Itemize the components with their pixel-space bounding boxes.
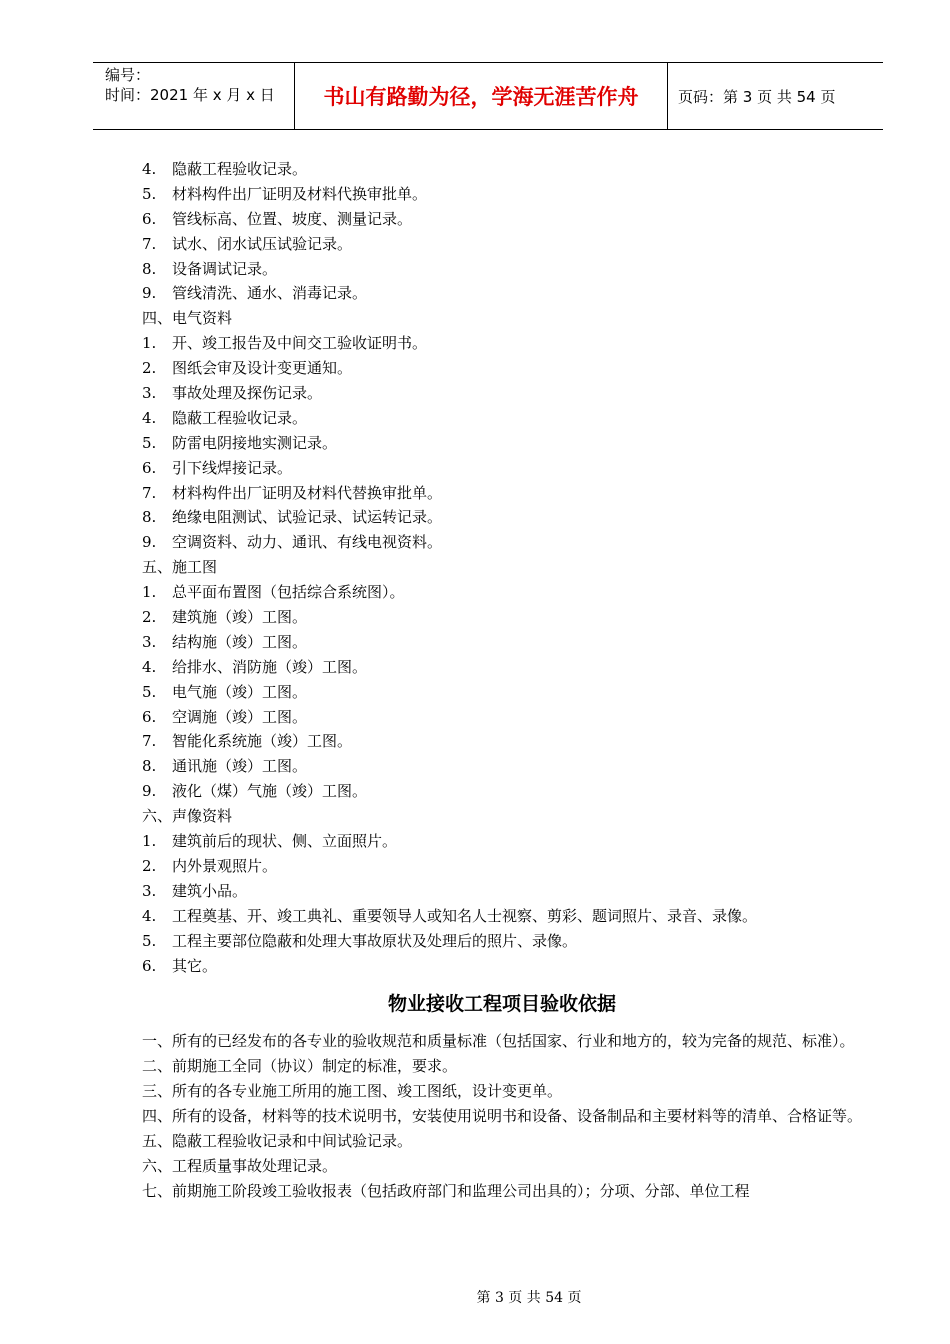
list-item-number: 6. — [142, 956, 157, 975]
list-item-number: 9. — [142, 533, 157, 552]
list-item — [142, 580, 842, 605]
list-item-number: 5. — [142, 931, 157, 950]
list-item — [142, 157, 842, 182]
list-item — [142, 381, 842, 406]
list-item — [142, 854, 842, 879]
list-item-number: 6. — [142, 458, 157, 477]
list-item-number: 6. — [142, 707, 157, 726]
list-item — [142, 431, 842, 456]
list-item — [142, 655, 842, 680]
list-item — [142, 257, 842, 282]
list-item-number: 7. — [142, 483, 157, 502]
list-item-text: 智能化系统施（竣）工图。 — [172, 732, 353, 751]
page-header — [93, 62, 883, 130]
list-item — [142, 456, 842, 481]
basis-item: 六、工程质量事故处理记录。 — [142, 1156, 338, 1175]
list-item-text: 材料构件出厂证明及材料代替换审批单。 — [172, 483, 443, 502]
list-electrical — [142, 331, 842, 555]
list-item-text: 绝缘电阻测试、试验记录、试运转记录。 — [172, 508, 443, 527]
list-item — [142, 630, 842, 655]
list-item-number: 3. — [142, 384, 157, 403]
basis-item: 三、所有的各专业施工所用的施工图、竣工图纸，设计变更单。 — [142, 1082, 563, 1101]
section-heading-electrical: 四、电气资料 — [142, 309, 233, 328]
list-item — [142, 331, 842, 356]
list-item — [142, 680, 842, 705]
list-item-number: 4. — [142, 408, 157, 427]
list-item-number: 1. — [142, 832, 157, 851]
list-item-text: 总平面布置图（包括综合系统图）。 — [172, 583, 405, 602]
basis-item: 七、前期施工阶段竣工验收报表（包括政府部门和监理公司出具的）；分项、分部、单位工程 — [142, 1181, 750, 1200]
list-item-number: 5. — [142, 184, 157, 203]
list-item-number: 8. — [142, 259, 157, 278]
list-item — [142, 705, 842, 730]
basis-item: 五、隐蔽工程验收记录和中间试验记录。 — [142, 1132, 413, 1151]
list-item-text: 开、竣工报告及中间交工验收证明书。 — [172, 334, 428, 353]
list-item-text: 材料构件出厂证明及材料代换审批单。 — [172, 184, 428, 203]
list-item-number: 1. — [142, 583, 157, 602]
document-body — [142, 157, 863, 1204]
list-item-number: 2. — [142, 856, 157, 875]
header-page-info: 页码：第 3 页 共 54 页 — [678, 87, 836, 106]
list-item — [142, 904, 842, 929]
list-item-text: 防雷电阴接地实测记录。 — [172, 433, 338, 452]
list-item — [142, 481, 842, 506]
list-item-text: 管线标高、位置、坡度、测量记录。 — [172, 209, 413, 228]
list-item-text: 图纸会审及设计变更通知。 — [172, 359, 353, 378]
list-item — [142, 754, 842, 779]
list-item-number: 7. — [142, 234, 157, 253]
section-heading-media: 六、声像资料 — [142, 807, 233, 826]
list-item-number: 3. — [142, 881, 157, 900]
list-item — [142, 505, 842, 530]
basis-item: 四、所有的设备，材料等的技术说明书，安装使用说明书和设备、设备制品和主要材料等的清单、合格证等。 — [142, 1107, 863, 1126]
list-item-text: 设备调试记录。 — [172, 259, 278, 278]
list-item-number: 5. — [142, 682, 157, 701]
list-item-number: 9. — [142, 284, 157, 303]
list-item-number: 4. — [142, 160, 157, 178]
list-item-text: 结构施（竣）工图。 — [172, 632, 308, 651]
list-item — [142, 281, 842, 306]
list-item-number: 6. — [142, 209, 157, 228]
list-item-number: 1. — [142, 334, 157, 353]
section-heading-drawings: 五、施工图 — [142, 558, 218, 577]
number-label: 编号： — [105, 66, 151, 84]
basis-item: 二、前期施工全同（协议）制定的标准，要求。 — [142, 1057, 458, 1076]
list-item-text: 建筑小品。 — [172, 881, 248, 900]
page-footer: 第 3 页 共 54 页 — [476, 1290, 582, 1306]
list-item-text: 给排水、消防施（竣）工图。 — [172, 657, 368, 676]
list-item-number: 9. — [142, 782, 157, 801]
list-item-number: 2. — [142, 359, 157, 378]
list-item-number: 4. — [142, 906, 157, 925]
list-item-text: 其它。 — [172, 956, 218, 975]
list-item-text: 引下线焊接记录。 — [172, 458, 293, 477]
list-item — [142, 207, 842, 232]
basis-item: 一、所有的已经发布的各专业的验收规范和质量标准（包括国家、行业和地方的，较为完备的规范、标准）。 — [142, 1032, 855, 1051]
list-item-text: 管线清洗、通水、消毒记录。 — [172, 284, 368, 303]
list-item-text: 隐蔽工程验收记录。 — [172, 160, 308, 178]
list-item-text: 工程主要部位隐蔽和处理大事故原状及处理后的照片、录像。 — [172, 931, 578, 950]
list-item-text: 通讯施（竣）工图。 — [172, 757, 308, 776]
list-item-text: 工程奠基、开、竣工典礼、重要领导人或知名人士视察、剪彩、题词照片、录音、录像。 — [172, 906, 758, 925]
list-item — [142, 605, 842, 630]
list-item-number: 2. — [142, 608, 157, 627]
list-item-number: 8. — [142, 757, 157, 776]
list-item-text: 建筑前后的现状、侧、立面照片。 — [172, 832, 398, 851]
list-item-text: 电气施（竣）工图。 — [172, 682, 308, 701]
list-drawings — [142, 580, 842, 804]
header-meta — [93, 63, 295, 129]
list-item — [142, 406, 842, 431]
header-motto: 书山有路勤为径，学海无涯苦作舟 — [295, 63, 668, 129]
list-item-number: 7. — [142, 732, 157, 751]
list-item-text: 建筑施（竣）工图。 — [172, 608, 308, 627]
list-item — [142, 954, 842, 979]
list-water-records — [142, 157, 842, 306]
list-item-text: 液化（煤）气施（竣）工图。 — [172, 782, 368, 801]
acceptance-basis-list — [142, 1029, 863, 1203]
list-item-text: 事故处理及探伤记录。 — [172, 384, 323, 403]
list-item-text: 空调资料、动力、通讯、有线电视资料。 — [172, 533, 443, 552]
list-item — [142, 232, 842, 257]
list-item-number: 4. — [142, 657, 157, 676]
list-item — [142, 829, 842, 854]
list-item — [142, 182, 842, 207]
list-item — [142, 356, 842, 381]
list-item — [142, 879, 842, 904]
list-item — [142, 530, 842, 555]
time-label: 时间：2021 年 x 月 x 日 — [105, 86, 275, 104]
list-item-number: 5. — [142, 433, 157, 452]
list-media — [142, 829, 842, 978]
list-item-number: 8. — [142, 508, 157, 527]
list-item — [142, 929, 842, 954]
list-item-text: 内外景观照片。 — [172, 856, 278, 875]
list-item-text: 隐蔽工程验收记录。 — [172, 408, 308, 427]
list-item — [142, 729, 842, 754]
list-item-text: 空调施（竣）工图。 — [172, 707, 308, 726]
list-item — [142, 779, 842, 804]
list-item-number: 3. — [142, 632, 157, 651]
section-title: 物业接收工程项目验收依据 — [387, 993, 616, 1016]
list-item-text: 试水、闭水试压试验记录。 — [172, 234, 353, 253]
